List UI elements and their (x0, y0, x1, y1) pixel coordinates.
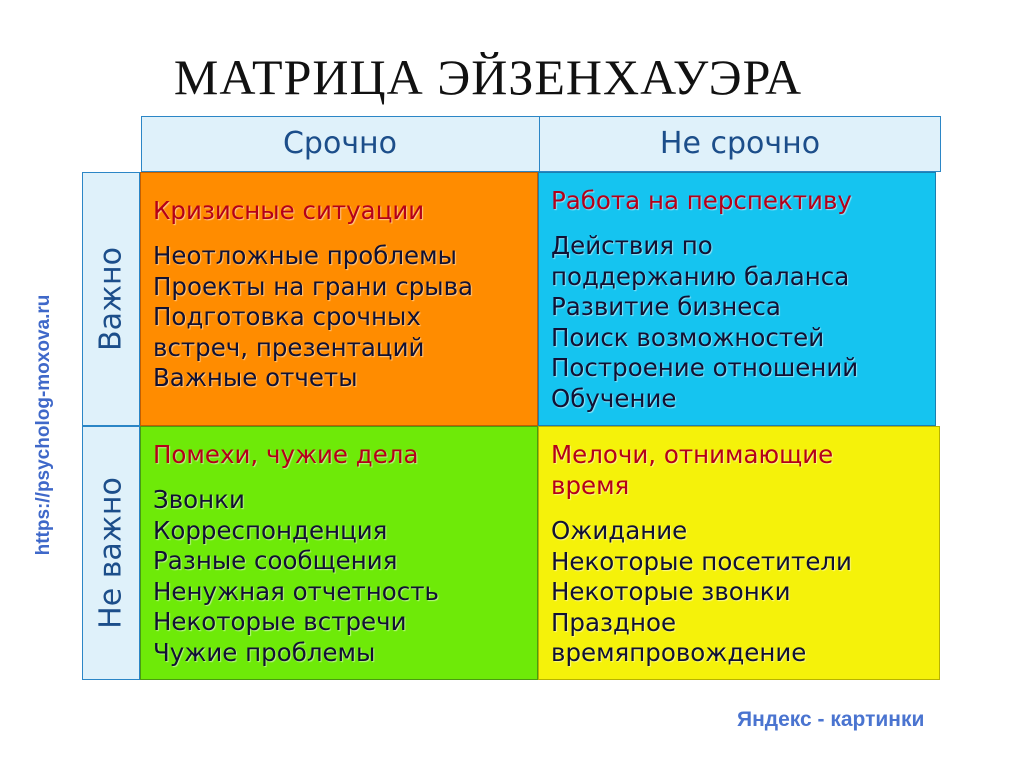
quadrant-heading: Кризисные ситуации (153, 196, 425, 225)
quadrant-heading: Работа на перспективу (551, 186, 852, 215)
row-label-not-important: Не важно (93, 477, 129, 629)
quadrant-item: Построение отношений (551, 353, 859, 382)
quadrant-item: Ненужная отчетность (153, 576, 439, 606)
quadrant-item: поддержанию баланса (551, 261, 850, 291)
quadrant-heading-line: Мелочи, отнимающие (551, 440, 834, 469)
quadrant-item: Подготовка срочных (153, 302, 421, 331)
quadrant-item: Разные сообщения (153, 546, 398, 575)
quadrant-heading: Помехи, чужие дела (153, 440, 419, 469)
quadrant-item: Обучение (551, 383, 677, 413)
quadrant-item: Звонки (153, 485, 245, 514)
quadrant-item: Важные отчеты (153, 363, 358, 392)
quadrant-item: Развитие бизнеса (551, 292, 781, 321)
quadrant-heading-line: время (551, 471, 630, 500)
quadrant-item: Проекты на грани срыва (153, 271, 474, 301)
quadrant-item: Действия по (551, 231, 713, 260)
quadrant-item: Поиск возможностей (551, 322, 825, 352)
quadrant-item: Ожидание (551, 516, 688, 545)
quadrant-item: времяпровождение (551, 638, 807, 667)
quadrant-item: Некоторые посетители (551, 546, 852, 576)
quadrant-item: Корреспонденция (153, 515, 388, 545)
page-title: МАТРИЦА ЭЙЗЕНХАУЭРА (173, 49, 803, 105)
side-watermark: https://psycholog-moxova.ru (33, 294, 54, 556)
quadrant-not-urgent-important (538, 172, 936, 426)
quadrant-urgent-not-important (140, 426, 538, 680)
quadrant-item: Праздное (551, 607, 677, 637)
quadrant-item: Неотложные проблемы (153, 241, 457, 270)
column-header-not-urgent: Не срочно (659, 126, 821, 161)
quadrant-item: Некоторые встречи (153, 607, 407, 636)
quadrant-urgent-important (140, 172, 538, 426)
row-label-important: Важно (93, 247, 129, 351)
quadrant-item: встреч, презентаций (153, 332, 425, 362)
column-header-urgent: Срочно (282, 126, 398, 161)
quadrant-item: Некоторые звонки (551, 577, 791, 606)
bottom-watermark: Яндекс - картинки (737, 708, 925, 731)
quadrant-not-urgent-not-important (538, 426, 940, 680)
quadrant-heading (551, 439, 927, 501)
quadrant-item: Чужие проблемы (153, 637, 376, 667)
